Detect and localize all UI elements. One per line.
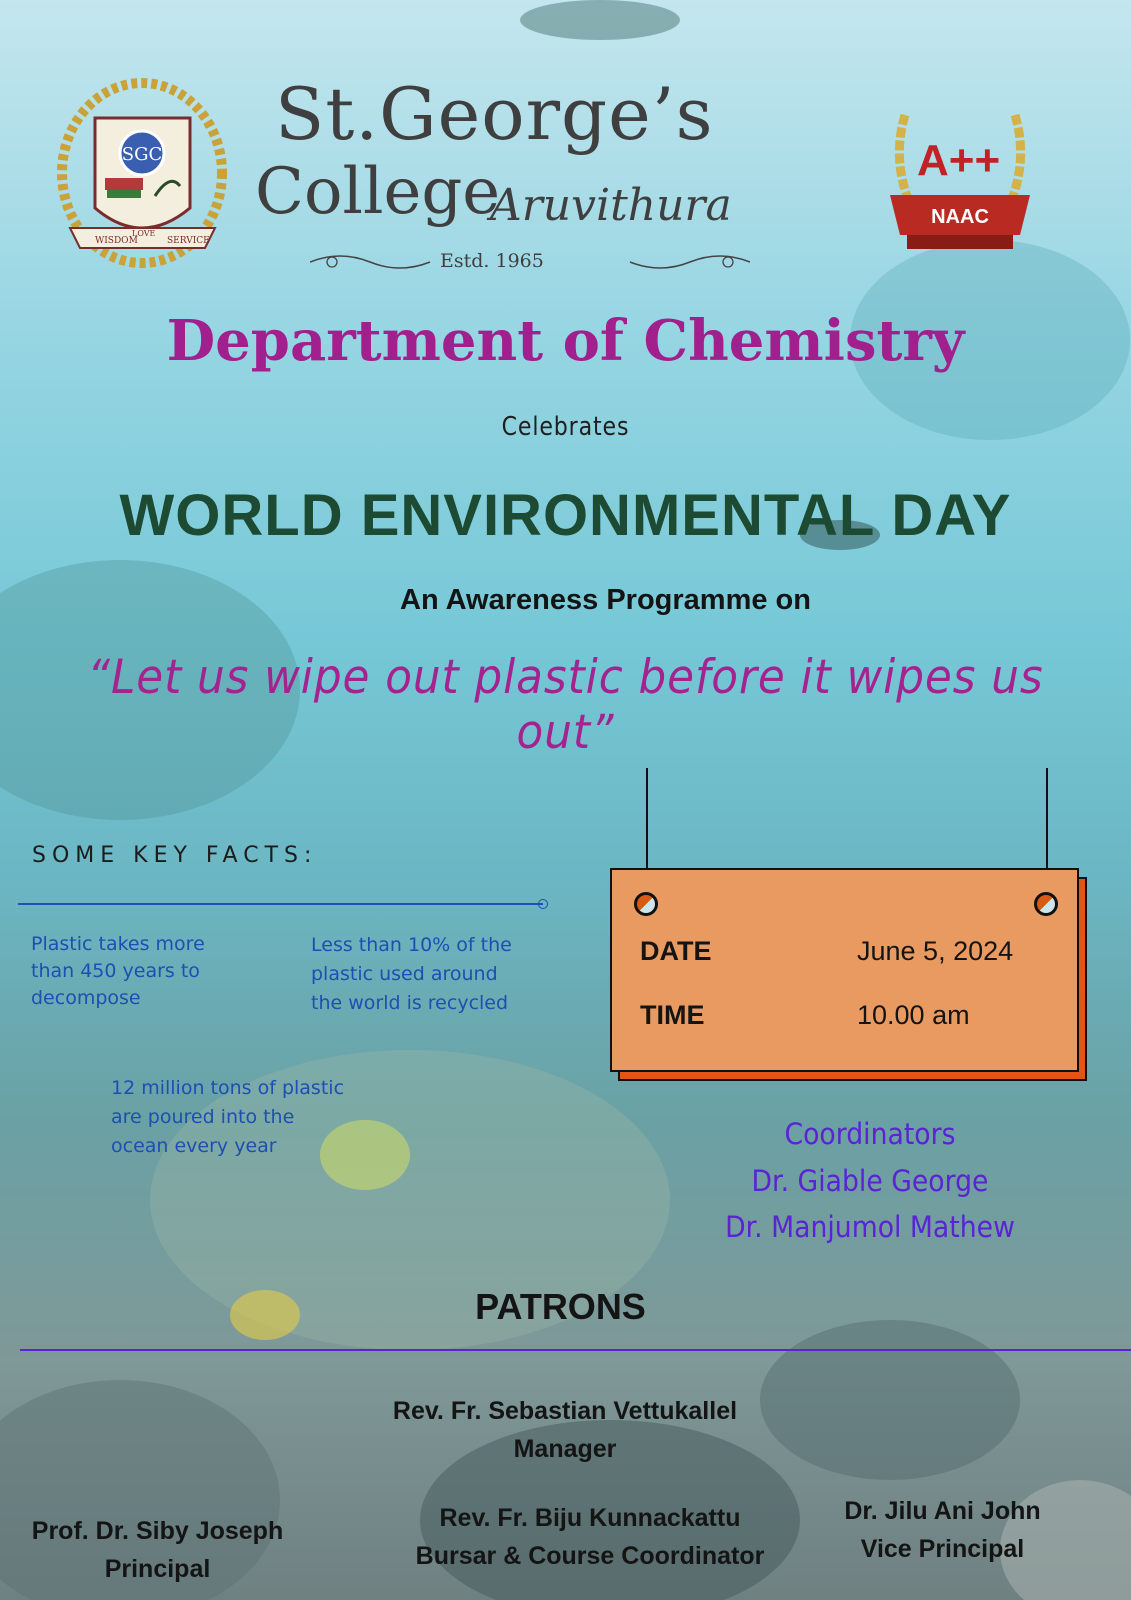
patron-role: Bursar & Course Coordinator xyxy=(415,1542,765,1570)
patron-manager xyxy=(340,1392,790,1468)
patrons-heading: PATRONS xyxy=(475,1286,646,1327)
fact-line: Plastic takes more xyxy=(31,933,205,955)
time-label: TIME xyxy=(640,1000,705,1030)
svg-text:SERVICE: SERVICE xyxy=(167,236,210,246)
patrons-divider xyxy=(20,1349,1131,1351)
fact-line: are poured into the xyxy=(111,1106,295,1128)
fact-line: plastic used around xyxy=(311,963,498,985)
key-facts-heading: SOME KEY FACTS: xyxy=(32,843,318,868)
event-subtitle: An Awareness Programme on xyxy=(400,584,811,616)
patron-role: Manager xyxy=(513,1435,617,1463)
divider-end-dot xyxy=(538,899,548,909)
fact-decompose xyxy=(31,931,266,1012)
svg-text:NAAC: NAAC xyxy=(931,206,989,228)
svg-text:WISDOM: WISDOM xyxy=(95,236,138,246)
board-ring-icon xyxy=(634,892,658,916)
svg-text:SGC: SGC xyxy=(121,144,163,165)
coordinator-name: Dr. Giable George xyxy=(751,1164,989,1198)
naac-badge xyxy=(885,95,1035,260)
board-ring-icon xyxy=(1034,892,1058,916)
patron-vice-principal xyxy=(800,1492,1085,1568)
date-value: June 5, 2024 xyxy=(857,936,1014,966)
patron-name: Prof. Dr. Siby Joseph xyxy=(31,1517,284,1545)
college-word: College xyxy=(255,155,501,229)
college-crest-logo xyxy=(55,78,230,273)
fact-ocean xyxy=(111,1074,411,1161)
patron-name: Rev. Fr. Biju Kunnackattu xyxy=(439,1504,741,1532)
time-value: 10.00 am xyxy=(857,1000,970,1030)
patron-name: Dr. Jilu Ani John xyxy=(844,1497,1041,1525)
college-name: St.George’s xyxy=(275,72,714,156)
fact-line: decompose xyxy=(31,987,141,1009)
patron-bursar xyxy=(370,1499,810,1575)
established-year: Estd. 1965 xyxy=(440,250,544,272)
patron-name: Rev. Fr. Sebastian Vettukallel xyxy=(392,1397,738,1425)
coordinators-heading: Coordinators xyxy=(784,1117,956,1151)
fact-line: ocean every year xyxy=(111,1135,277,1157)
college-location: Aruvithura xyxy=(490,180,732,231)
patron-principal xyxy=(0,1512,315,1588)
date-label: DATE xyxy=(640,936,712,966)
fact-line: Less than 10% of the xyxy=(311,934,512,956)
fact-recycled xyxy=(311,931,571,1018)
svg-text:A++: A++ xyxy=(917,136,1001,185)
event-title: WORLD ENVIRONMENTAL DAY xyxy=(119,483,1012,548)
coordinator-name: Dr. Manjumol Mathew xyxy=(725,1210,1015,1244)
svg-text:LOVE: LOVE xyxy=(132,229,156,238)
patron-role: Principal xyxy=(104,1555,211,1583)
event-slogan: “Let us wipe out plastic before it wipes us out” xyxy=(87,650,1044,760)
department-title: Department of Chemistry xyxy=(166,308,965,374)
fact-line: the world is recycled xyxy=(311,992,509,1014)
fact-line: 12 million tons of plastic xyxy=(111,1077,345,1099)
key-facts-divider xyxy=(18,903,543,905)
patron-role: Vice Principal xyxy=(860,1535,1025,1563)
fact-line: than 450 years to xyxy=(31,960,200,982)
schedule-board xyxy=(610,868,1079,1072)
celebrates-text: Celebrates xyxy=(501,412,630,442)
